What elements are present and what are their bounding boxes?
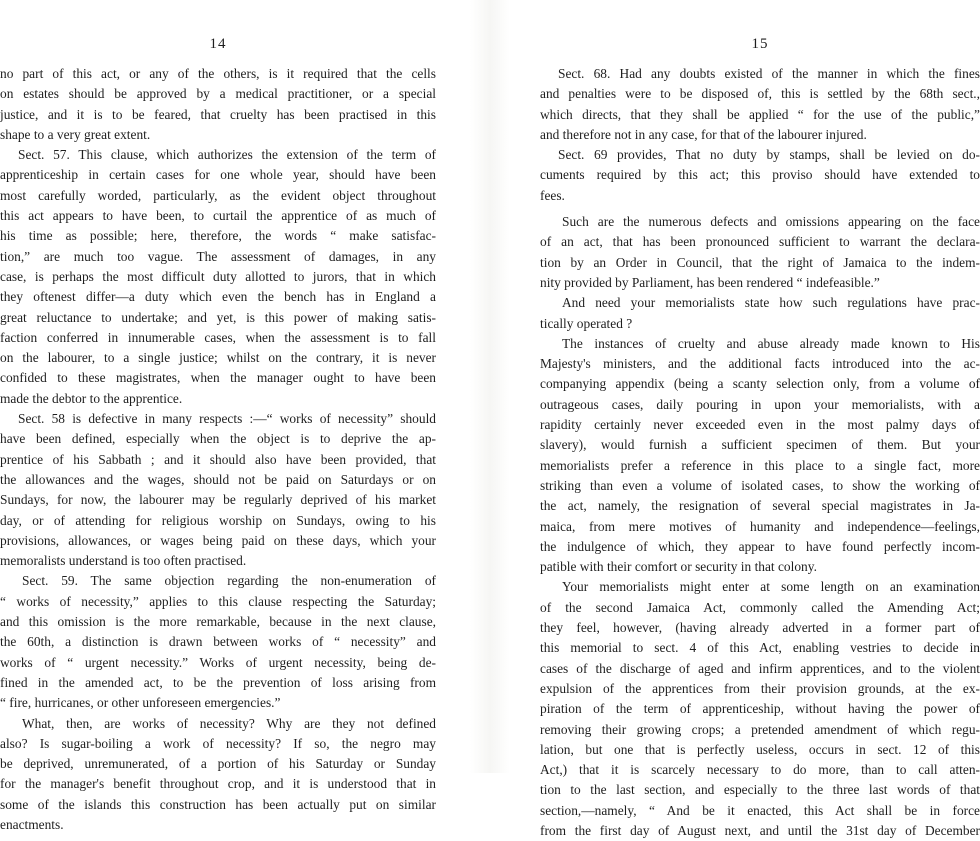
text-line: shape to a very great extent. — [0, 126, 151, 142]
text-line: And need your memorialists state how such regulations have prac- — [562, 295, 980, 311]
text-line: of the second Jamaica Act, commonly called the Amending Act; — [540, 599, 980, 615]
text-line: The instances of cruelty and abuse already made known to His — [562, 335, 980, 351]
text-line: What, then, are works of necessity? Why are they not defined — [22, 715, 436, 731]
text-line: “ works of necessity,” applies to this clause respecting the Saturday; — [0, 593, 436, 609]
text-line: memoralists understand is too often practised. — [0, 553, 247, 569]
text-line: some of the islands this construction has been actually put on similar — [0, 796, 436, 812]
text-line: Such are the numerous defects and omissions appearing on the face — [562, 214, 980, 230]
text-line: tion by an Order in Council, that the right of Jamaica to the indem- — [540, 254, 980, 270]
text-line: lation, but one that is perfectly useless, occurs in sect. 12 of this — [540, 741, 980, 757]
text-line: enactments. — [0, 816, 64, 832]
text-line: and penalties were to be disposed of, this is settled by the 68th sect., — [540, 86, 980, 102]
page-number-left: 14 — [209, 36, 227, 52]
text-line: also? Is sugar-boiling a work of necessity? If so, the negro may — [0, 735, 436, 751]
text-line: maica, from mere motives of humanity and independence—feelings, — [540, 518, 980, 534]
text-line: Sect. 68. Had any doubts existed of the manner in which the fines — [558, 66, 980, 81]
text-line: the act, namely, the resignation of several special magistrates in Ja- — [540, 498, 980, 514]
text-line: which directs, that they shall be applied “ for the use of the public,” — [540, 106, 980, 122]
text-line: of an act, that has been pronounced sufficient to warrant the declara- — [540, 234, 980, 250]
text-line: Sundays, for now, the labourer may be regularly deprived of his market — [0, 492, 436, 508]
right-page — [540, 0, 980, 838]
text-line: prentice of his Sabbath ; and it should also have been provided, that — [0, 451, 436, 467]
text-line: Act,) that it is scarcely necessary to do more, than to call atten- — [540, 762, 980, 778]
text-line: Your memorialists might enter at some length on an examination — [562, 579, 980, 595]
text-line: cuments required by this act; this proviso should have extended to — [540, 167, 980, 183]
text-line: great reluctance to undertake; and yet, is this power of making satis- — [0, 309, 436, 325]
text-line: apprenticeship in certain cases for one whole year, should have been — [0, 167, 436, 183]
text-line: the allowances and the wages, should not be paid on Saturdays or on — [0, 471, 436, 487]
text-line: expulsion of the apprentices from their provision grounds, at the ex- — [540, 680, 980, 696]
text-line: piration of the term of apprenticeship, without having the power of — [540, 701, 980, 717]
text-line: fined in the amended act, to be the prevention of loss arising from — [0, 674, 436, 690]
text-line: section,—namely, “ And be it enacted, this Act shall be in force — [540, 802, 980, 818]
text-line: provisions, allowances, or wages being paid on these days, which your — [0, 532, 436, 548]
text-line: memorialists prefer a reference in this place to a single fact, more — [540, 457, 980, 473]
text-line: case, is perhaps the most difficult duty allotted to jurors, that in which — [0, 268, 436, 284]
text-line: be deprived, unremunerated, of a portion of his Saturday or Sunday — [0, 756, 436, 772]
text-line: for the manager's benefit throughout crop, and it is understood that in — [0, 776, 436, 792]
text-line: Majesty's ministers, and the additional facts introduced into the ac- — [540, 356, 980, 372]
text-line: confided to these magistrates, when the manager ought to have been — [0, 370, 436, 386]
text-line: rapidity certainly never exceeded even in the most palmy days of — [540, 417, 980, 433]
text-line: Sect. 58 is defective in many respects :—“ works of necessity” should — [18, 411, 436, 427]
text-line: Sect. 59. The same objection regarding the non-enumeration of — [22, 573, 436, 589]
text-line: have been defined, especially when the object is to deprive the ap- — [0, 431, 436, 447]
text-line: companying appendix (being a scanty selection only, from a volume of — [540, 376, 980, 392]
text-line: this act appears to have been, to curtail the apprentice of as much of — [0, 208, 436, 224]
text-line: nity provided by Parliament, has been rendered “ indefeasible.” — [540, 274, 880, 290]
text-line: from the first day of August next, and until the 31st day of December — [540, 822, 980, 838]
text-line: striking than even a volume of isolated cases, to show the working of — [540, 477, 980, 493]
text-line: justice, and it is to be feared, that cruelty has been practised in this — [0, 106, 436, 122]
text-line: the 60th, a distinction is drawn between works of “ necessity” and — [0, 634, 436, 650]
text-line: cases of the discharge of aged and infirm apprentices, and to the violent — [540, 660, 980, 676]
text-line: fees. — [540, 187, 565, 203]
right-page-text — [540, 64, 980, 841]
text-line: and this omission is the more remarkable, because in the next clause, — [0, 614, 436, 630]
text-line: and therefore not in any case, for that of the labourer injured. — [540, 126, 867, 142]
text-line: patible with their comfort or security in that colony. — [540, 559, 817, 575]
text-line: most carefully worded, particularly, as the evident object throughout — [0, 187, 436, 203]
text-line: they oftenest differ—a duty which even the bench has in England a — [0, 289, 436, 305]
text-line: works of “ urgent necessity.” Works of urgent necessity, being de- — [0, 654, 436, 670]
text-line: made the debtor to the apprentice. — [0, 390, 183, 406]
text-line: faction conferred in innumerable cases, when the assessment is to fall — [0, 329, 436, 345]
left-page-text — [0, 64, 436, 835]
text-line: tion,” are much too vague. The assessment of damages, in any — [0, 248, 436, 264]
text-line: they feel, however, (having already adverted in a former part of — [540, 620, 980, 636]
text-line: tically operated ? — [540, 315, 633, 331]
text-line: no part of this act, or any of the others, is it required that the cells — [0, 66, 436, 81]
text-line: on estates should be approved by a medical practitioner, or a special — [0, 86, 436, 102]
text-line: this memorial to sect. 4 of this Act, enabling vestries to decide in — [540, 640, 980, 656]
text-line: outrageous cases, daily pouring in upon your memorialists, with a — [540, 396, 980, 412]
book-gutter — [470, 0, 510, 773]
page-number-right: 15 — [751, 36, 769, 52]
text-line: day, or of attending for religious worship on Sundays, owing to his — [0, 512, 436, 528]
text-line: tion to the last section, and especially to the three last words of that — [540, 782, 980, 798]
text-line: “ fire, hurricanes, or other unforeseen emergencies.” — [0, 695, 281, 711]
text-line: his time as possible; here, therefore, the words “ make satisfac- — [0, 228, 436, 244]
text-line: slavery), would furnish a sufficient specimen of them. But your — [540, 437, 980, 453]
text-line: Sect. 69 provides, That no duty by stamps, shall be levied on do- — [558, 147, 980, 163]
text-line: removing their growing crops; a pretended amendment of which regu- — [540, 721, 980, 737]
text-line: on the labourer, to a single justice; whilst on the contrary, it is never — [0, 350, 436, 366]
left-page — [0, 0, 436, 832]
text-line: Sect. 57. This clause, which authorizes the extension of the term of — [18, 147, 436, 163]
text-line: the indulgence of which, they appear to have found perfectly incom- — [540, 538, 980, 554]
